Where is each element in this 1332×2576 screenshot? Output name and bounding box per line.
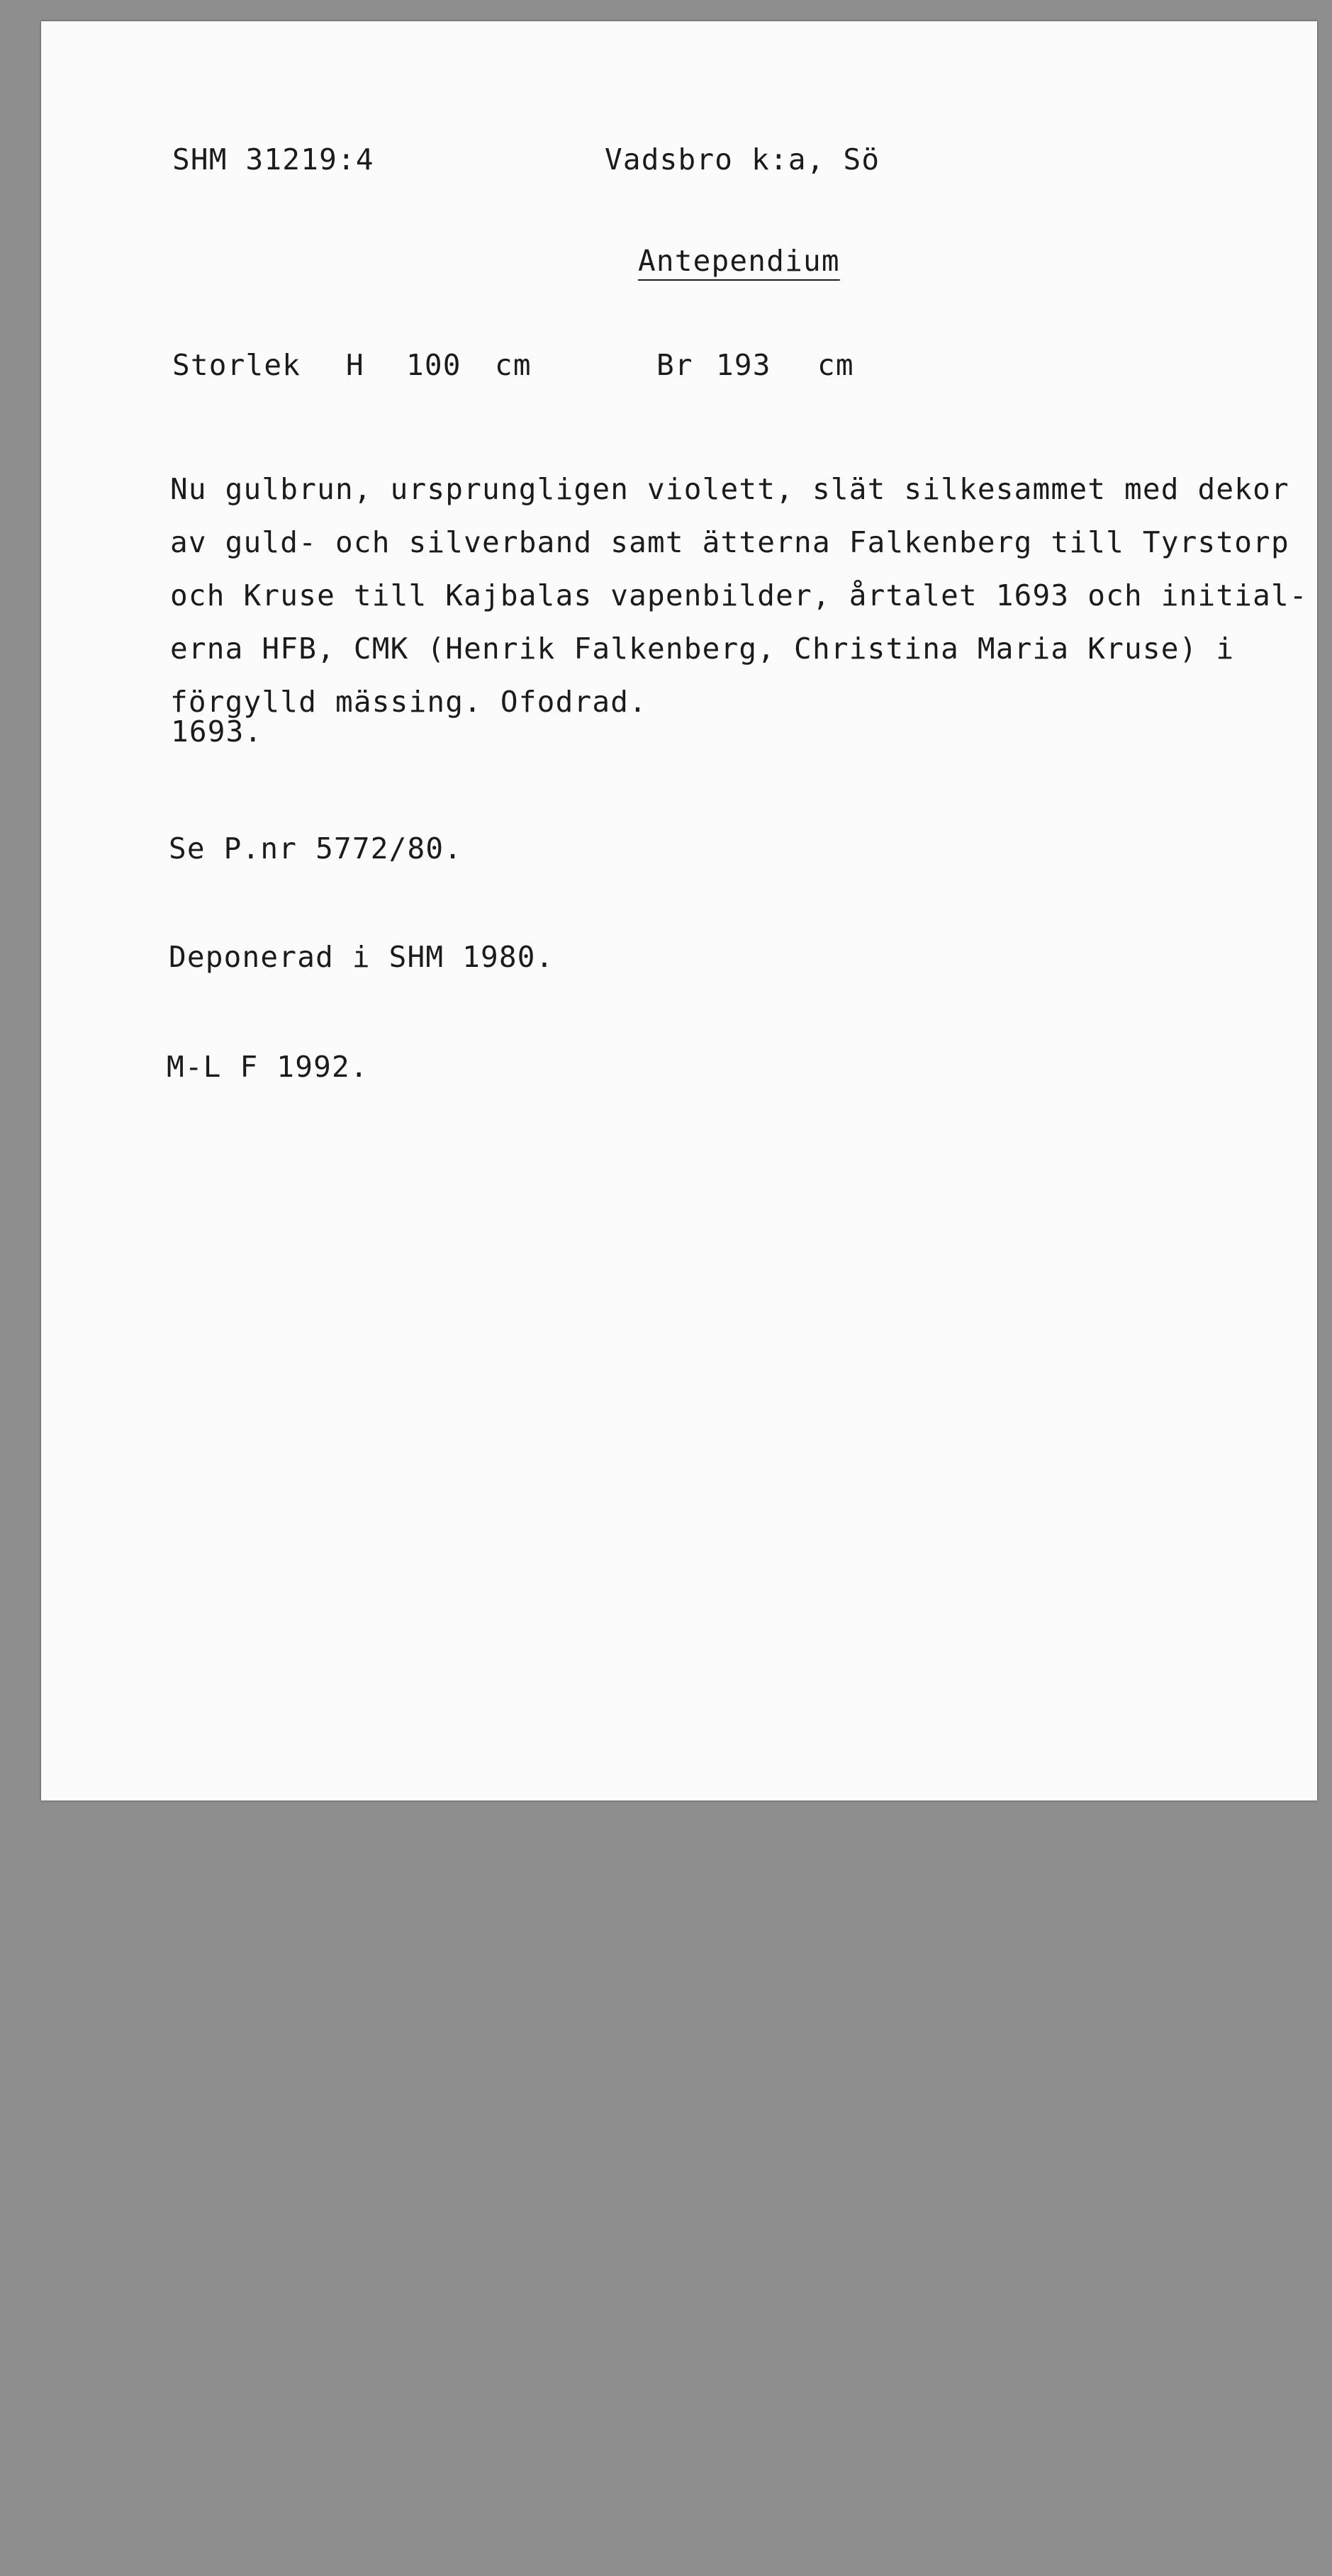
document-title: Antependium xyxy=(638,244,840,278)
description-line: av guld- och silverband samt ätterna Falkenberg till Tyrstorp xyxy=(170,525,1289,559)
size-label: Storlek xyxy=(172,348,301,382)
description xyxy=(170,472,1308,741)
location: Vadsbro k:a, Sö xyxy=(605,142,880,177)
description-line: erna HFB, CMK (Henrik Falkenberg, Christina Maria Kruse) i xyxy=(170,632,1235,666)
deposit-note: Deponerad i SHM 1980. xyxy=(169,940,554,974)
catalog-number: SHM 31219:4 xyxy=(172,142,374,177)
height-value: 100 xyxy=(406,348,461,382)
description-line: förgylld mässing. Ofodrad. xyxy=(170,685,647,719)
document-sheet xyxy=(41,21,1317,1801)
width-value: 193 xyxy=(716,348,771,382)
height-unit: cm xyxy=(495,348,532,382)
description-line: Nu gulbrun, ursprungligen violett, slät silkesammet med dekor xyxy=(170,472,1289,506)
height-label: H xyxy=(346,348,364,382)
width-unit: cm xyxy=(817,348,854,382)
width-label: Br xyxy=(656,348,693,382)
year: 1693. xyxy=(171,715,263,749)
description-line: och Kruse till Kajbalas vapenbilder, årtalet 1693 och initial- xyxy=(170,578,1308,612)
reference: Se P.nr 5772/80. xyxy=(169,831,463,866)
signature: M-L F 1992. xyxy=(167,1050,369,1084)
